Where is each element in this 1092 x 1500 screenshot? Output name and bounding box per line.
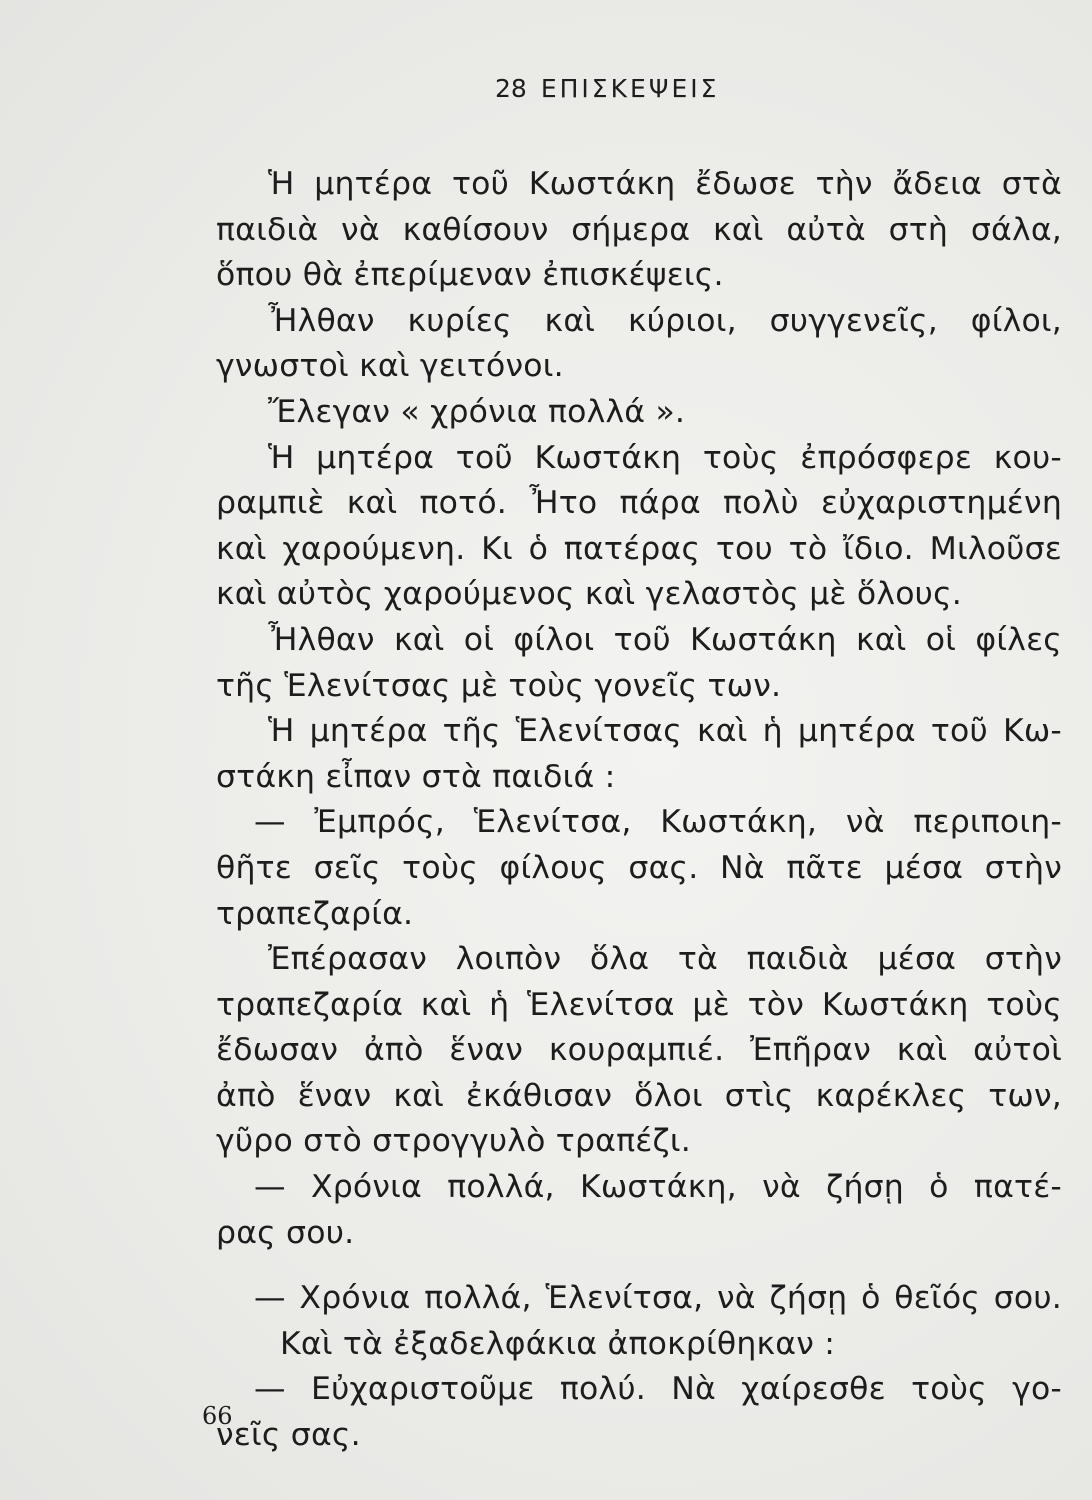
text-line: τραπεζαρία. [216,895,414,932]
text-line: τραπεζαρία καὶ ἡ Ἑλενίτσα μὲ τὸν Κωστάκη τοὺς [216,986,1062,1023]
text-line: — Χρόνια πολλά, Κωστάκη, νὰ ζήσῃ ὁ πατέ- [254,1169,1062,1206]
text-line: — Ἐμπρός, Ἑλενίτσα, Κωστάκη, νὰ περιποιη- [254,804,1062,841]
text-line: ρας σου. [216,1214,355,1251]
text-line: ὅπου θὰ ἐπερίμεναν ἐπισκέψεις. [216,257,724,294]
text-line: τῆς Ἑλενίτσας μὲ τοὺς γονεῖς των. [216,667,782,704]
running-header [495,74,719,103]
text-line: παιδιὰ νὰ καθίσουν σήμερα καὶ αὐτὰ στὴ σάλα, [216,211,1062,248]
text-line: καὶ χαρούμενη. Κι ὁ πατέρας του τὸ ἴδιο. Μιλοῦσε [216,530,1062,567]
text-line: γῦρο στὸ στρογγυλὸ τραπέζι. [216,1123,691,1160]
text-line: θῆτε σεῖς τοὺς φίλους σας. Νὰ πᾶτε μέσα στὴν [216,849,1062,886]
text-line: Ἡ μητέρα τοῦ Κωστάκη τοὺς ἐπρόσφερε κου- [268,439,1062,476]
page-number: 66 [202,1402,233,1430]
text-line: — Εὐχαριστοῦμε πολύ. Νὰ χαίρεσθε τοὺς γο- [254,1371,1062,1408]
text-line: Ἐπέρασαν λοιπὸν ὅλα τὰ παιδιὰ μέσα στὴν [268,941,1062,978]
text-line: Ἔλεγαν « χρόνια πολλά ». [268,393,686,430]
text-line: καὶ αὐτὸς χαρούμενος καὶ γελαστὸς μὲ ὅλους. [216,576,962,613]
body-text [216,162,1062,1459]
text-line: Ἡ μητέρα τῆς Ἑλενίτσας καὶ ἡ μητέρα τοῦ Κω- [268,713,1062,750]
text-line: Ἦλθαν κυρίες καὶ κύριοι, συγγενεῖς, φίλοι, [268,302,1062,339]
text-line: ἔδωσαν ἀπὸ ἕναν κουραμπιέ. Ἐπῆραν καὶ αὐτοὶ [216,1032,1062,1069]
header-page-ref: 28 [495,74,527,103]
text-line: ἀπὸ ἕναν καὶ ἐκάθισαν ὅλοι στὶς καρέκλες των, [216,1077,1062,1114]
paragraph-gap [216,1256,1062,1276]
text-line: στάκη εἶπαν στὰ παιδιά : [216,758,616,795]
text-line: Ἡ μητέρα τοῦ Κωστάκη ἔδωσε τὴν ἄδεια στὰ [268,166,1062,202]
text-line: — Χρόνια πολλά, Ἑλενίτσα, νὰ ζήσῃ ὁ θεῖός σου. [254,1280,1062,1317]
text-line: Ἦλθαν καὶ οἱ φίλοι τοῦ Κωστάκη καὶ οἱ φίλες [268,621,1062,658]
text-line: ραμπιὲ καὶ ποτό. Ἦτο πάρα πολὺ εὐχαριστημένη [216,485,1062,522]
text-line: Καὶ τὰ ἐξαδελφάκια ἀποκρίθηκαν : [280,1325,836,1362]
header-title: ΕΠΙΣΚΕΨΕΙΣ [540,74,720,103]
text-line: γνωστοὶ καὶ γειτόνοι. [216,348,564,385]
text-line: νεῖς σας. [216,1417,361,1454]
